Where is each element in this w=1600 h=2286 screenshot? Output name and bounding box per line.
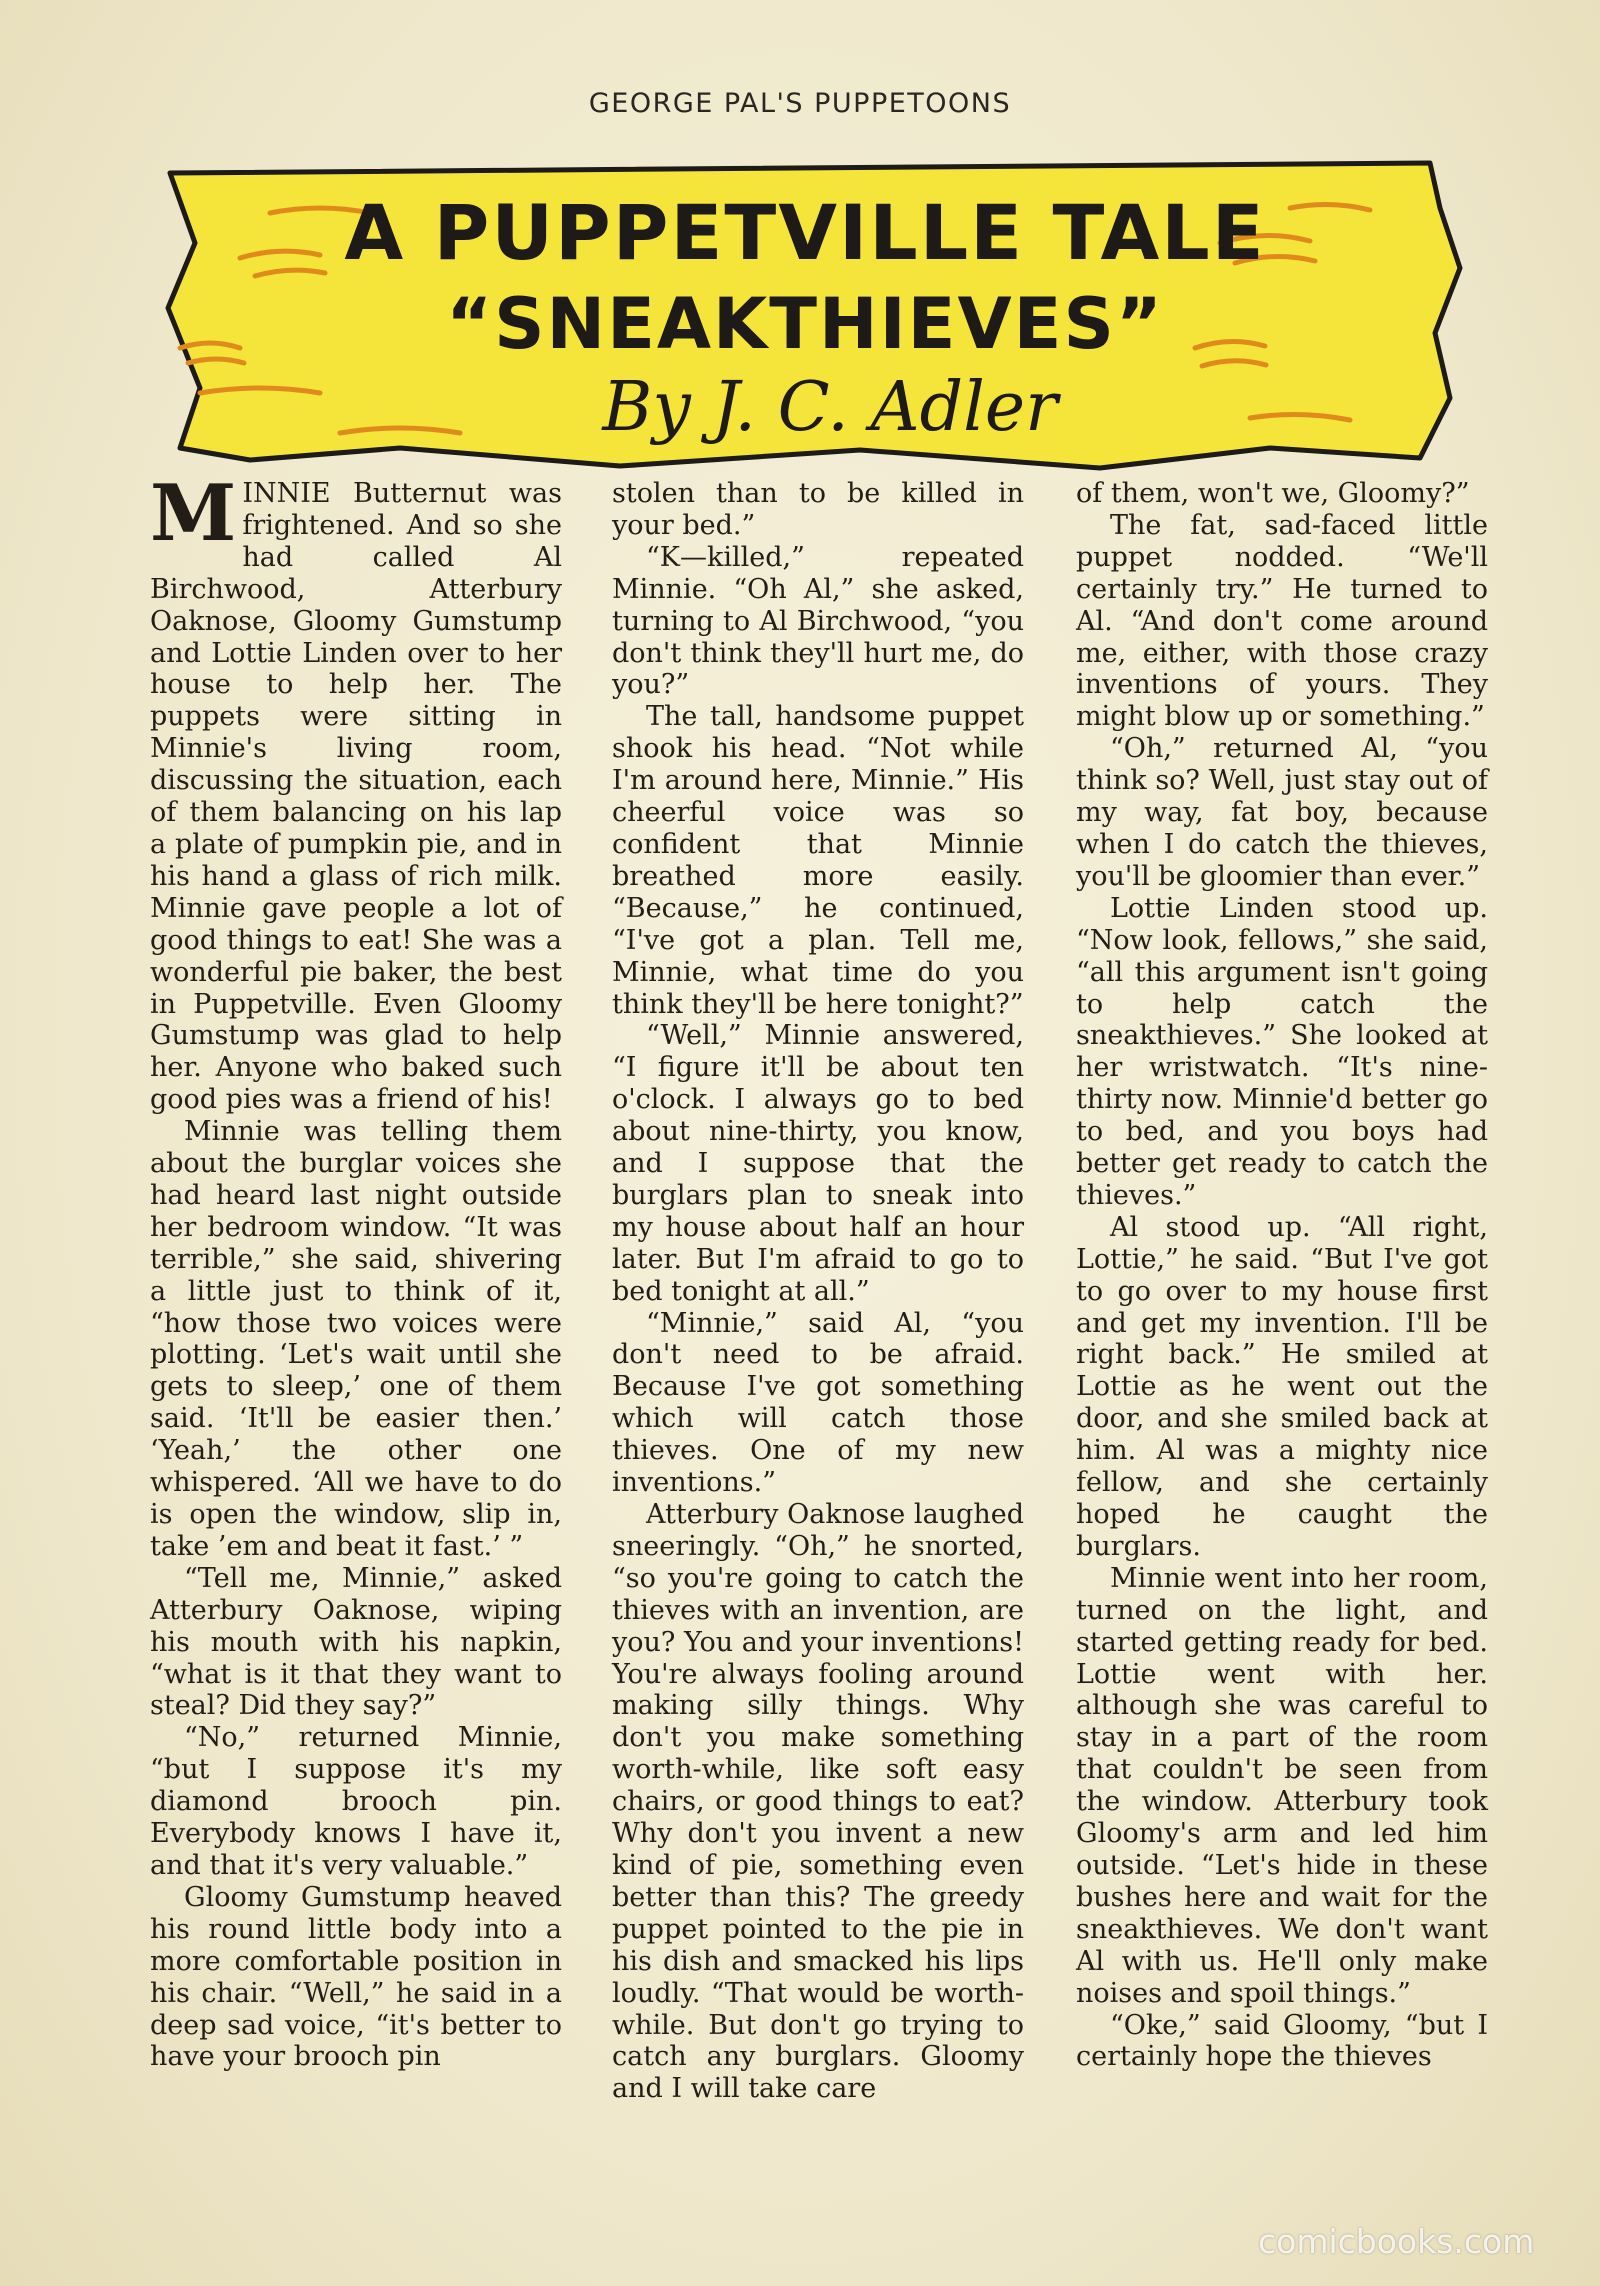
paragraph: “Oke,” said Gloomy, “but I certainly hope the thieves: [1076, 2009, 1488, 2073]
paragraph: “Minnie,” said Al, “you don't need to be afraid. Because I've got something which will catch those thieves. One of my new inventions.”: [612, 1307, 1024, 1499]
author-byline: By J. C. Adler: [602, 368, 1058, 447]
paragraph: of them, won't we, Gloomy?”: [1076, 478, 1470, 509]
paragraph: Lottie Linden stood up. “Now look, fellows,” she said, “all this argument isn't going to help catch the sneakthieves.” She looked at her wristwatch. “It's nine-thirty now. Minnie'd better go to bed, and you boys had better get ready to catch the thieves.”: [1076, 892, 1488, 1211]
text-column-1: [150, 468, 562, 2073]
paragraph: Al stood up. “All right, Lottie,” he said. “But I've got to go over to my house first and get my invention. I'll be right back.” He smiled at Lottie as he went out the door, and she smiled back at him. Al was a mighty nice fellow, and she certainly hoped he caught the burglars.: [1076, 1211, 1488, 1562]
banner-title: A PUPPETVILLE TALE: [344, 188, 1266, 277]
running-head: GEORGE PAL'S PUPPETOONS: [588, 88, 1012, 119]
paragraph: Gloomy Gumstump heaved his round little body into a more comfortable position in his chair. “Well,” he said in a deep sad voice, “it's better to have your brooch pin: [150, 1881, 562, 2073]
story-title: “SNEAKTHIEVES”: [446, 283, 1164, 365]
paragraph: “Oh,” returned Al, “you think so? Well, just stay out of my way, fat boy, because when I do catch the thieves, you'll be gloomier than ever.”: [1076, 733, 1488, 892]
paragraph: The tall, handsome puppet shook his head. “Not while I'm around here, Minnie.” His cheerful voice was so confident that Minnie breathed more easily. “Because,” he continued, “I've got a plan. Tell me, Minnie, what time do you think they'll be here tonight?”: [612, 701, 1024, 1020]
text-column-2: [612, 478, 1024, 2105]
title-banner: [140, 148, 1500, 478]
paragraph: The fat, sad-faced little puppet nodded. “We'll certainly try.” He turned to Al. “And don't come around me, either, with those crazy inventions of yours. They might blow up or something.”: [1076, 509, 1488, 733]
text-column-3: [1076, 478, 1488, 2073]
paragraph: “Well,” Minnie answered, “I figure it'll be about ten o'clock. I always go to bed about nine-thirty, you know, and I suppose that the burglars plan to sneak into my house about half an hour later. But I'm afraid to go to bed tonight at all.”: [612, 1020, 1024, 1307]
site-watermark: comicbooks.com: [1258, 2222, 1535, 2261]
paragraph: “Tell me, Minnie,” asked Atterbury Oaknose, wiping his mouth with his napkin, “what is it that they want to steal? Did they say?”: [150, 1562, 562, 1722]
paragraph: Minnie went into her room, turned on the light, and started getting ready for bed. Lottie went with her. although she was careful to stay in a part of the room that couldn't be seen from the window. Atterbury took Gloomy's arm and led him outside. “Let's hide in these bushes here and wait for the sneakthieves. We don't want Al with us. He'll only make noises and spoil things.”: [1076, 1562, 1488, 2009]
paragraph-text: INNIE Butternut was frightened. And so she had called Al Birchwood, Atterbury Oaknose, Gloomy Gumstump and Lottie Linden over to her house to help her. The puppets were sitting in Minnie's living room, discussing the situation, each of them balancing on his lap a plate of pumpkin pie, and in his hand a glass of rich milk. Minnie gave people a lot of good things to eat! She was a wonderful pie baker, the best in Puppetville. Even Gloomy Gumstump was glad to help her. Anyone who baked such good pies was a friend of his!: [150, 478, 562, 1116]
paragraph: stolen than to be killed in your bed.”: [612, 478, 1024, 541]
paragraph: Minnie was telling them about the burglar voices she had heard last night outside her bedroom window. “It was terrible,” she said, shivering a little just to think of it, “how those two voices were plotting. ‘Let's wait until she gets to sleep,’ one of them said. ‘It'll be easier then.’ ‘Yeah,’ the other one whispered. ‘All we have to do is open the window, slip in, take ’em and beat it fast.’ ”: [150, 1116, 562, 1562]
paragraph: [150, 468, 562, 1116]
paragraph: “K—killed,” repeated Minnie. “Oh Al,” she asked, turning to Al Birchwood, “you don't think they'll hurt me, do you?”: [612, 541, 1024, 701]
drop-cap: M: [150, 468, 237, 559]
paragraph: “No,” returned Minnie, “but I suppose it's my diamond brooch pin. Everybody knows I have it, and that it's very valuable.”: [150, 1722, 562, 1881]
paragraph: Atterbury Oaknose laughed sneeringly. “Oh,” he snorted, “so you're going to catch the thieves with an invention, are you? You and your inventions! You're always fooling around making silly things. Why don't you make something worth-while, like soft easy chairs, or good things to eat? Why don't you invent a new kind of pie, something even better than this? The greedy puppet pointed to the pie in his dish and smacked his lips loudly. “That would be worth-while. But don't go trying to catch any burglars. Gloomy and I will take care: [612, 1499, 1024, 2105]
